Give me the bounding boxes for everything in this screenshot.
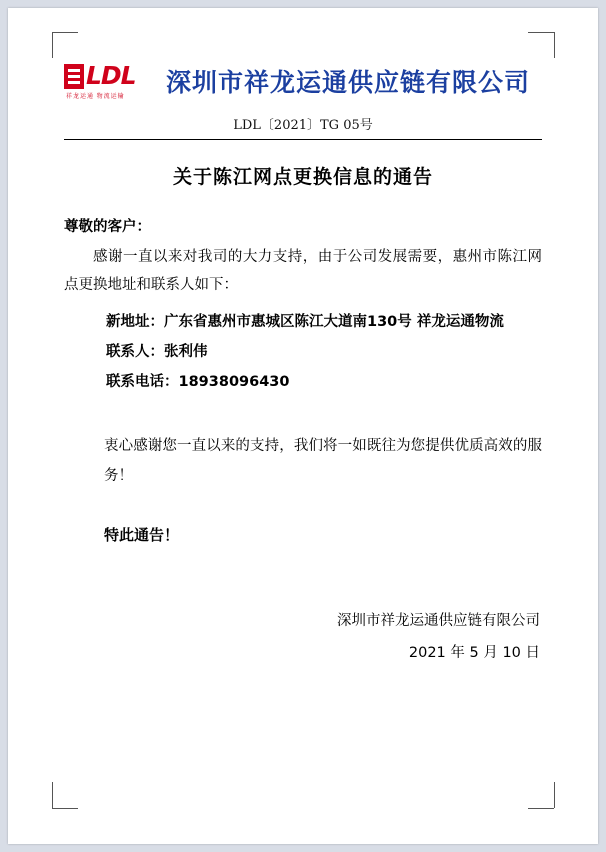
letterhead	[64, 48, 542, 110]
closing-paragraph: 衷心感谢您一直以来的支持，我们将一如既往为您提供优质高效的服务！	[104, 438, 542, 484]
document-page	[8, 8, 598, 844]
signature-date: 2021 年 5 月 10 日	[408, 645, 540, 661]
page-title: 关于陈江网点更换信息的通告	[172, 166, 433, 188]
list-item-contact-person: 联系人：张利伟	[106, 344, 208, 360]
list-item-phone: 联系电话：18938096430	[106, 374, 290, 390]
document-number: LDL〔2021〕TG 05号	[233, 118, 373, 133]
logo-subtitle: 祥龙运通 物流运输	[66, 94, 125, 100]
list-item-address: 新地址：广东省惠州市惠城区陈江大道南130号 祥龙运通物流	[106, 314, 504, 330]
company-name: 深圳市祥龙运通供应链有限公司	[166, 68, 531, 97]
notice-end: 特此通告！	[104, 526, 180, 544]
company-logo-icon	[64, 62, 160, 104]
document-content	[64, 48, 542, 669]
logo-mark-icon	[64, 64, 84, 89]
contact-details-list	[64, 307, 542, 397]
intro-paragraph: 感谢一直以来对我司的大力支持，由于公司发展需要，惠州市陈江网点更换地址和联系人如下：	[64, 249, 542, 293]
logo-text: LDL	[86, 61, 136, 90]
signature-block	[64, 605, 542, 669]
signature-company: 深圳市祥龙运通供应链有限公司	[337, 613, 540, 629]
salutation: 尊敬的客户：	[64, 219, 151, 235]
document-body	[64, 213, 542, 669]
